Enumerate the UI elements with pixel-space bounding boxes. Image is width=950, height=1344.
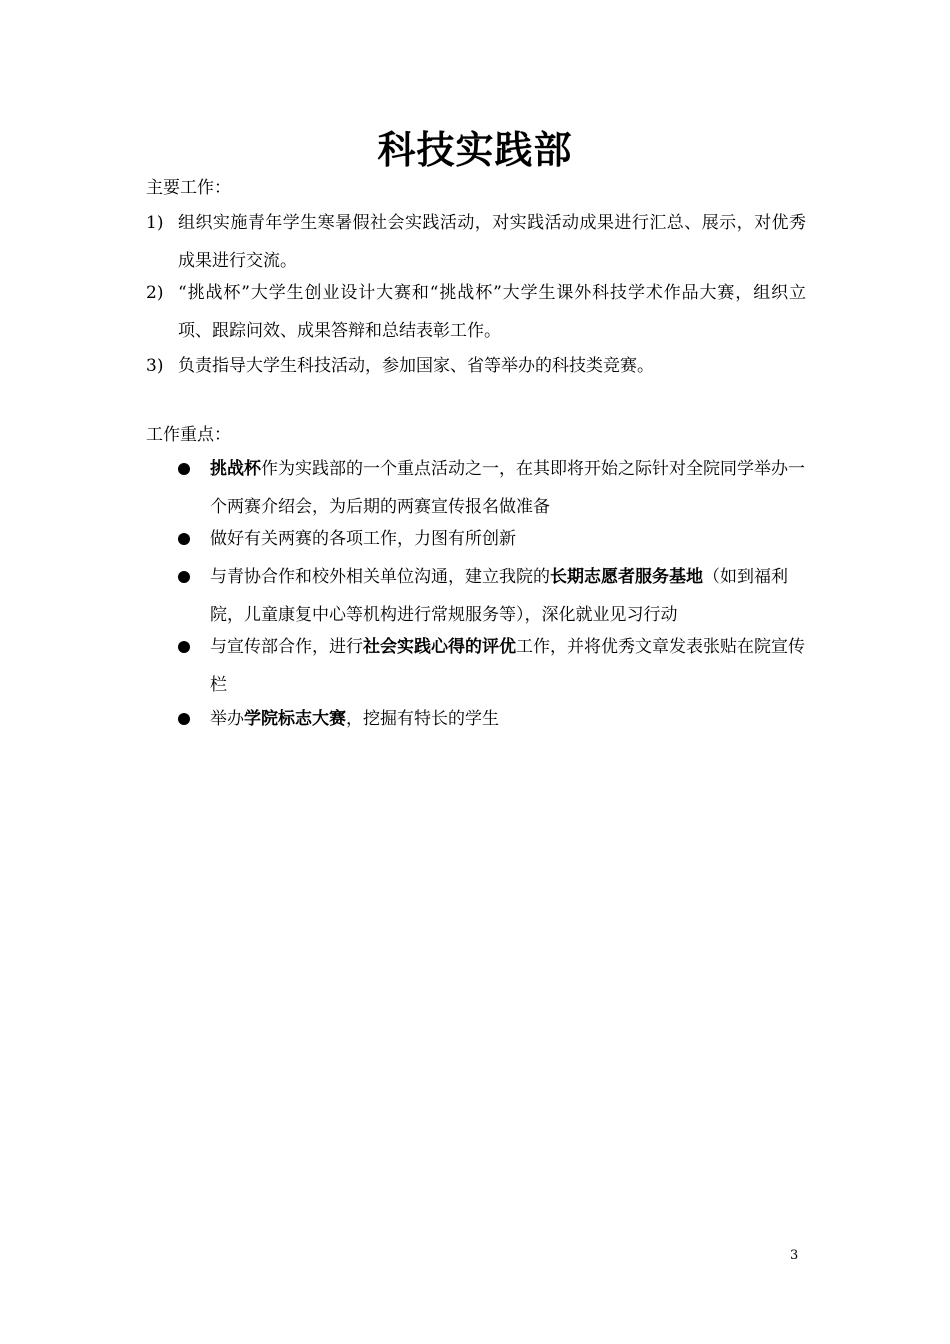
item-text: 负责指导大学生科技活动，参加国家、省等举办的科技类竞赛。 [178,356,654,376]
bullet-item [176,628,806,704]
page-title: 科技实践部 [377,128,573,172]
key-points-heading: 工作重点： [146,425,231,445]
bullet-item [176,700,806,738]
item-text: 组织实施青年学生寒暑假社会实践活动，对实践活动成果进行汇总、展示，对优秀成果进行交流。 [178,213,806,271]
bullet-item [176,558,806,634]
bullet-text: 挑战杯作为实践部的一个重点活动之一，在其即将开始之际针对全院同学举办一个两赛介绍会，为后期的两赛宣传报名做准备 [210,459,805,517]
page-number: 3 [790,1248,799,1263]
numbered-item [146,204,806,280]
bullet-dot-icon [178,533,190,545]
bold-phrase: 长期志愿者服务基地 [550,567,703,587]
numbered-item [146,347,806,385]
bullet-text: 举办学院标志大赛，挖掘有特长的学生 [210,709,499,729]
bullet-dot-icon [178,571,190,583]
bullet-text: 与宣传部合作，进行社会实践心得的评优工作，并将优秀文章发表张贴在院宣传栏 [210,637,805,695]
bold-phrase: 挑战杯 [210,459,261,479]
bullet-text: 与青协合作和校外相关单位沟通，建立我院的长期志愿者服务基地（如到福利院，儿童康复中心等机构进行常规服务等），深化就业见习行动 [210,567,788,625]
bullet-item [176,520,806,558]
bullet-text: 做好有关两赛的各项工作，力图有所创新 [210,529,516,549]
item-number: 3) [146,356,164,376]
bullet-dot-icon [178,641,190,653]
item-number: 2) [146,283,164,303]
item-text: “挑战杯”大学生创业设计大赛和“挑战杯”大学生课外科技学术作品大赛，组织立项、跟踪问效、成果答辩和总结表彰工作。 [178,283,806,341]
bold-phrase: 社会实践心得的评优 [363,637,516,657]
bullet-dot-icon [178,713,190,725]
bold-phrase: 学院标志大赛 [244,709,346,729]
bullet-dot-icon [178,463,190,475]
item-number: 1) [146,213,164,233]
main-work-heading: 主要工作： [146,178,231,198]
numbered-item [146,274,806,350]
bullet-item [176,450,806,526]
